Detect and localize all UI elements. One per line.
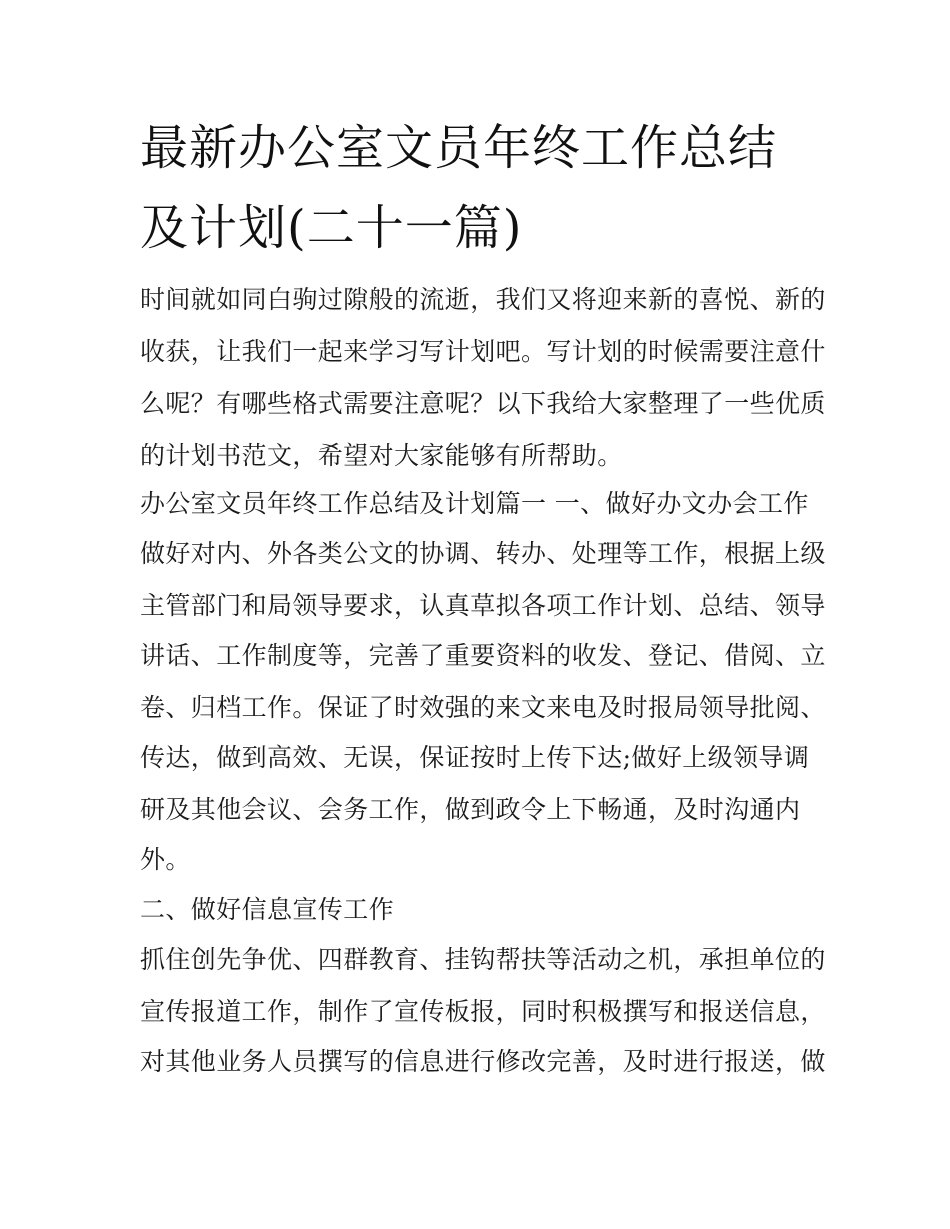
body-text-line: 外。 (140, 845, 191, 874)
body-text-line: 么呢？有哪些格式需要注意呢？以下我给大家整理了一些优质 (140, 389, 826, 418)
document-title-line-1: 最新办公室文员年终工作总结 (140, 120, 778, 176)
section-heading-line: 办公室文员年终工作总结及计划篇一 一、做好办文办会工作 (140, 489, 809, 518)
body-text-line: 传达，做到高效、无误，保证按时上传下达;做好上级领导调 (140, 743, 810, 772)
body-text-line: 做好对内、外各类公文的协调、转办、处理等工作，根据上级 (140, 539, 826, 568)
document-title-line-2: 及计划(二十一篇) (140, 200, 523, 256)
body-text-line: 时间就如同白驹过隙般的流逝，我们又将迎来新的喜悦、新的 (140, 285, 826, 314)
body-text-line: 对其他业务人员撰写的信息进行修改完善，及时进行报送，做 (140, 1047, 826, 1076)
section-heading: 二、做好信息宣传工作 (140, 895, 395, 924)
body-text-line: 主管部门和局领导要求，认真草拟各项工作计划、总结、领导 (140, 591, 826, 620)
body-text-line: 讲话、工作制度等，完善了重要资料的收发、登记、借阅、立 (140, 641, 826, 670)
body-text-line: 宣传报道工作，制作了宣传板报，同时积极撰写和报送信息， (140, 997, 826, 1026)
body-text-line: 抓住创先争优、四群教育、挂钩帮扶等活动之机，承担单位的 (140, 945, 826, 974)
body-text-line: 的计划书范文，希望对大家能够有所帮助。 (140, 441, 623, 470)
body-text-line: 卷、归档工作。保证了时效强的来文来电及时报局领导批阅、 (140, 693, 826, 722)
body-text-line: 研及其他会议、会务工作，做到政令上下畅通，及时沟通内 (140, 795, 801, 824)
body-text-line: 收获，让我们一起来学习写计划吧。写计划的时候需要注意什 (140, 337, 826, 366)
